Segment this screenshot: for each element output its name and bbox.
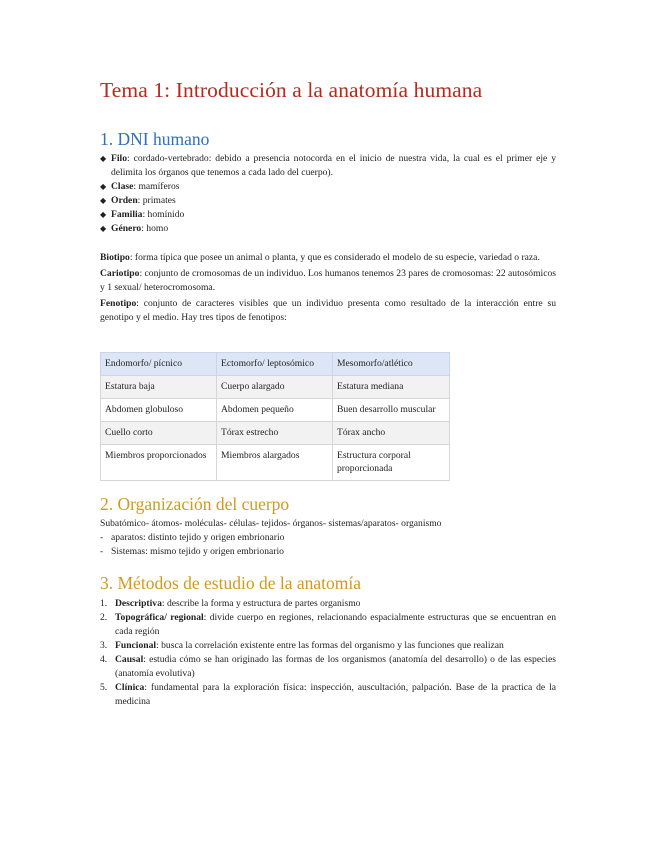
table-cell: Estructura corporal proporcionada [333,445,450,481]
definition-cariotipo: Cariotipo: conjunto de cromosomas de un individuo. Los humanos tenemos 23 pares de cromosomas: 22 autosómicos y 1 sexual/ heterocromosoma. [100,268,556,293]
list-item: 3. Funcional: busca la correlación existente entre las formas del organismo y las funciones que realizan [100,640,504,651]
table-cell: Cuello corto [101,422,217,445]
list-item: 5. Clínica: fundamental para la exploración física: inspección, auscultación, palpación. Base de la practica de la medicina [100,682,556,707]
organization-block [100,517,556,559]
section-3-heading: 3. Métodos de estudio de la anatomía [100,573,361,593]
organization-levels: Subatómico- átomos- moléculas- células- tejidos- órganos- sistemas/aparatos- organismo [100,518,442,529]
diamond-bullet-icon: ◆ [100,154,107,163]
dash-bullet-icon: - [100,546,104,557]
table-cell: Cuerpo alargado [217,376,333,399]
diamond-bullet-icon: ◆ [100,182,107,191]
list-item: ◆ Género: homo [100,223,169,234]
list-item: - aparatos: distinto tejido y origen embrionario [100,532,285,543]
diamond-bullet-icon: ◆ [100,210,107,219]
organization-list [100,531,556,559]
table-header-row [101,353,450,376]
table-cell: Abdomen globuloso [101,399,217,422]
table-header: Ectomorfo/ leptosómico [217,353,333,376]
table-cell: Tórax estrecho [217,422,333,445]
diamond-bullet-icon: ◆ [100,196,107,205]
definition-fenotipo: Fenotipo: conjunto de caracteres visibles que un individuo presenta como resultado de la interacción entre su genotipo y el medio. Hay tres tipos de fenotipos: [100,298,556,323]
page-title: Tema 1: Introducción a la anatomía humana [100,78,483,102]
list-item: ◆ Orden: primates [100,195,176,206]
table-cell: Estatura mediana [333,376,450,399]
table-cell: Tórax ancho [333,422,450,445]
list-item: ◆ Filo: cordado-vertebrado: debido a presencia notocorda en el inicio de nuestra vida, la cual es el primer eje y delimita los órganos que tenemos a cada lado del cuerpo). [100,153,556,178]
table-header: Endomorfo/ pícnico [101,353,217,376]
table-cell: Miembros alargados [217,445,333,481]
table-cell: Abdomen pequeño [217,399,333,422]
list-item: ◆ Clase: mamíferos [100,181,180,192]
definitions-block [100,251,556,325]
table-row [101,422,450,445]
methods-list [100,597,556,709]
list-item: 4. Causal: estudia cómo se han originado las formas de los organismos (anatomía del desarrollo) o de las especies (anatomía evolutiva) [100,654,556,679]
table-cell: Estatura baja [101,376,217,399]
list-item: 2. Topográfica/ regional: divide cuerpo en regiones, relacionando espacialmente estructuras que se encuentran en cada región [100,612,556,637]
list-item: - Sistemas: mismo tejido y origen embrionario [100,546,284,557]
table-cell: Miembros proporcionados [101,445,217,481]
list-item: 1. Descriptiva: describe la forma y estructura de partes organismo [100,598,361,609]
definition-biotipo: Biotipo: forma típica que posee un animal o planta, y que es considerado el modelo de su especie, variedad o raza. [100,252,540,263]
dash-bullet-icon: - [100,532,104,543]
table-row [101,399,450,422]
list-item: ◆ Familia: homínido [100,209,185,220]
diamond-bullet-icon: ◆ [100,224,107,233]
taxonomy-list [100,152,556,236]
table-row [101,376,450,399]
section-2-heading: 2. Organización del cuerpo [100,494,290,514]
table-cell: Buen desarrollo muscular [333,399,450,422]
table-header: Mesomorfo/atlético [333,353,450,376]
table-row [101,445,450,481]
section-1-heading: 1. DNI humano [100,129,210,149]
phenotype-table [100,352,450,481]
